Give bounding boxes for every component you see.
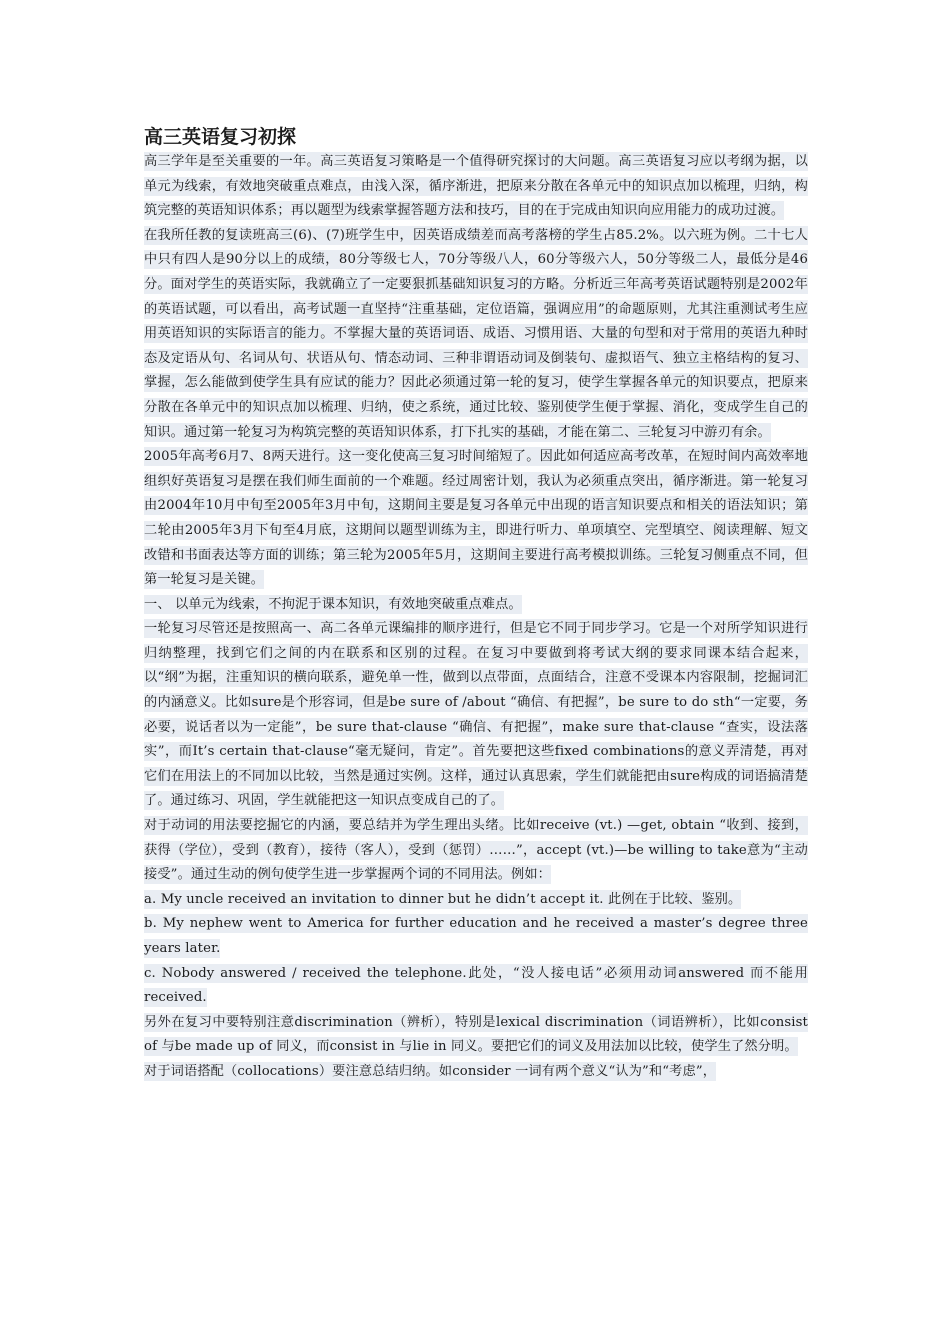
paragraph-verb-usage — [144, 814, 808, 888]
paragraph-collocations — [144, 1060, 808, 1085]
paragraph-discrimination — [144, 1011, 808, 1060]
paragraph-text: 高三学年是至关重要的一年。高三英语复习策略是一个值得研究探讨的大问题。高三英语复习应以考纲为据，以单元为线索，有效地突破重点难点，由浅入深，循序渐进，把原来分散在各单元中的知识点加以梳理，归纳，构筑完整的英语知识体系；再以题型为线索掌握答题方法和技巧，目的在于完成由知识向应用能力的成功过渡。 — [144, 154, 808, 219]
paragraph-intro — [144, 150, 808, 224]
document-title: 高三英语复习初探 — [144, 126, 297, 148]
paragraph-text: 一、 以单元为线索，不拘泥于课本知识，有效地突破重点难点。 — [144, 596, 522, 612]
document-page — [144, 124, 808, 1085]
paragraph-text: 另外在复习中要特别注意discrimination（辨析），特别是lexical discrimination（词语辨析），比如consist of 与be made up of 同义，而consist in 与lie in 同义。要把它们的词义及用法加以比较，使学生了然分明。 — [144, 1014, 808, 1055]
paragraph-text: 对于词语搭配（collocations）要注意总结归纳。如consider 一词有两个意义“认为”和“考虑”， — [144, 1063, 717, 1079]
paragraph-text: c. Nobody answered / received the telephone.此处，“没人接电话”必须用动词answered 而不能用received. — [144, 965, 808, 1006]
paragraph-first-round — [144, 617, 808, 814]
example-b — [144, 912, 808, 961]
paragraph-text: 在我所任教的复读班高三(6)、(7)班学生中，因英语成绩差而高考落榜的学生占85.2%。以六班为例。二十七人中只有四人是90分以上的成绩，80分等级七人，70分等级八人，60分等级六人，50分等级二人，最低分是46分。面对学生的英语实际，我就确立了一定要狠抓基础知识复习的方略。分析近三年高考英语试题特别是2002年的英语试题，可以看出，高考试题一直坚持“注重基础，定位语篇，强调应用”的命题原则，尤其注重测试考生应用英语知识的实际语言的能力。不掌握大量的英语词语、成语、习惯用语、大量的句型和对于常用的英语九种时态及定语从句、名词从句、状语从句、情态动词、三种非谓语动词及倒装句、虚拟语气、独立主格结构的复习、掌握，怎么能做到使学生具有应试的能力？因此必须通过第一轮的复习，使学生掌握各单元的知识要点，把原来分散在各单元中的知识点加以梳理、归纳，使之系统，通过比较、鉴别使学生便于掌握、消化，变成学生自己的知识。通过第一轮复习为构筑完整的英语知识体系，打下扎实的基础，才能在第二、三轮复习中游刃有余。 — [144, 227, 808, 440]
example-c — [144, 962, 808, 1011]
paragraph-text: b. My nephew went to America for further education and he received a master’s degree three years later. — [144, 916, 808, 956]
paragraph-class-analysis — [144, 224, 808, 445]
paragraph-text: 对于动词的用法要挖掘它的内涵，要总结并为学生理出头绪。比如receive (vt.) —get, obtain “收到、接到，获得（学位），受到（教育），接待（客人），受到（惩罚）……”，accept (vt.)—be willing to take意为“主动接受”。通过生动的例句使学生进一步掌握两个词的不同用法。例如： — [144, 818, 808, 883]
paragraph-schedule — [144, 445, 808, 593]
paragraph-text: 2005年高考6月7、8两天进行。这一变化使高三复习时间缩短了。因此如何适应高考改革，在短时间内高效率地组织好英语复习是摆在我们师生面前的一个难题。经过周密计划，我认为必须重点突出，循序渐进。第一轮复习由2004年10月中旬至2005年3月中旬，这期间主要是复习各单元中出现的语言知识要点和相关的语法知识；第二轮由2005年3月下旬至4月底，这期间以题型训练为主，即进行听力、单项填空、完型填空、阅读理解、短文改错和书面表达等方面的训练；第三轮为2005年5月，这期间主要进行高考模拟训练。三轮复习侧重点不同，但第一轮复习是关键。 — [144, 449, 808, 588]
paragraph-text: 一轮复习尽管还是按照高一、高二各单元课编排的顺序进行，但是它不同于同步学习。它是一个对所学知识进行归纳整理，找到它们之间的内在联系和区别的过程。在复习中要做到将考试大纲的要求同课本结合起来，以“纲”为据，注重知识的横向联系，避免单一性，做到以点带面，点面结合，注意不受课本内容限制，挖掘词汇的内涵意义。比如sure是个形容词，但是be sure of /about “确信、有把握”，be sure to do sth“一定要，务必要，说话者以为一定能”，be sure that-clause “确信、有把握”，make sure that-clause “查实，设法落实”，而It’s certain that-clause“毫无疑问，肯定”。首先要把这些fixed combinations的意义弄清楚，再对它们在用法上的不同加以比较，当然是通过实例。这样，通过认真思索，学生们就能把由sure构成的词语搞清楚了。通过练习、巩固，学生就能把这一知识点变成自己的了。 — [144, 621, 808, 809]
section-heading-one — [144, 593, 808, 618]
paragraph-text: a. My uncle received an invitation to dinner but he didn’t accept it. 此例在于比较、鉴别。 — [144, 891, 742, 907]
example-a — [144, 888, 808, 913]
